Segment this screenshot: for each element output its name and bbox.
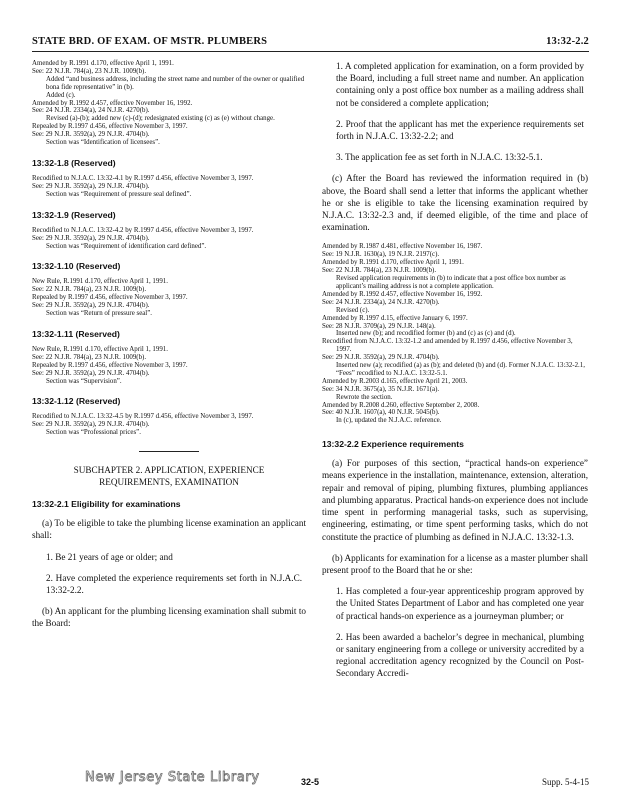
history-line: See: 29 N.J.R. 3592(a), 29 N.J.R. 4704(b). (32, 421, 150, 429)
history-note (32, 227, 306, 251)
history-line: Section was “Requirement of identification card defined”. (46, 242, 207, 250)
subchapter-line: REQUIREMENTS, EXAMINATION (99, 477, 239, 488)
history-note (32, 346, 306, 386)
history-line: See: 22 N.J.R. 784(a), 23 N.J.R. 1009(b). (32, 353, 147, 361)
history-line: In (c), updated the N.J.A.C. reference. (336, 417, 442, 425)
history-line: Amended by R.2003 d.165, effective April 21, 2003. (322, 377, 468, 385)
history-line: Amended by R.1992 d.457, effective November 16, 1992. (322, 290, 483, 298)
history-line: Section was “Supervision”. (46, 377, 122, 385)
history-line: See: 22 N.J.R. 784(a), 23 N.J.R. 1009(b). (322, 267, 437, 275)
history-line: Amended by R.1987 d.481, effective November 16, 1987. (322, 243, 483, 251)
history-line: See: 29 N.J.R. 3592(a), 29 N.J.R. 4704(b). (322, 354, 440, 362)
history-line: New Rule, R.1991 d.170, effective April 1, 1991. (32, 345, 168, 353)
section-heading: 13:32-2.1 Eligibility for examinations (32, 499, 181, 510)
list-item: 2. Have completed the experience requirements set forth in N.J.A.C. 13:32-2.2. (46, 572, 302, 595)
history-line: See: 24 N.J.R. 2334(a), 24 N.J.R. 4270(b). (322, 298, 440, 306)
history-line: See: 22 N.J.R. 784(a), 23 N.J.R. 1009(b). (32, 286, 147, 294)
history-line: See: 29 N.J.R. 3592(a), 29 N.J.R. 4704(b). (32, 302, 150, 310)
history-line: See: 29 N.J.R. 3592(a), 29 N.J.R. 4704(b). (32, 182, 150, 190)
right-column (322, 60, 588, 680)
history-line: See: 34 N.J.R. 3675(a), 35 N.J.R. 1671(a). (322, 385, 440, 393)
history-line: Amended by R.2008 d.260, effective September 2, 2008. (322, 401, 480, 409)
history-line: See: 22 N.J.R. 784(a), 23 N.J.R. 1009(b). (32, 67, 147, 75)
paragraph: (a) To be eligible to take the plumbing license examination an applicant shall: (32, 518, 306, 541)
page-number: 32-5 (301, 777, 320, 787)
history-line: Revised application requirements in (b) to indicate that a post office box number as applicant’s mailing address is not a complete application. (336, 275, 566, 290)
history-note (32, 278, 306, 318)
history-line: Repealed by R.1997 d.456, effective November 3, 1997. (32, 294, 188, 302)
paragraph: (b) Applicants for examination for a license as a master plumber shall present proof to the Board that he or she: (322, 552, 588, 575)
running-header (32, 36, 589, 52)
history-line: Section was “Identification of licensees”. (46, 139, 160, 147)
section-heading: 13:32-1.12 (Reserved) (32, 396, 121, 407)
history-line: See: 29 N.J.R. 3592(a), 29 N.J.R. 4704(b). (32, 131, 150, 139)
history-line: Recodified to N.J.A.C. 13:32-4.5 by R.1997 d.456, effective November 3, 1997. (32, 413, 254, 421)
paragraph: (a) For purposes of this section, “practical hands-on experience” means experience in the installation, maintenance, extension, alteration, repair and removal of piping, plumbing fixtures, plumbing appliances and plumbing apparatus. Practical hands-on experience does not include time spent in performing managerial tasks, such as supervising, engineering, estimating, or time spent performing tasks, which do not constitute the practice of plumbing as defined in N.J.A.C. 13:32-1.3. (322, 458, 588, 542)
list-item: 1. Has completed a four-year apprenticeship program approved by the United States Department of Labor and has completed one year of practical hands-on experience as a journeyman plumber; or (336, 586, 584, 621)
paragraph: (c) After the Board has reviewed the information required in (b) above, the Board shall send a letter that informs the applicant whether he or she is eligible to take the licensing examination required by N.J.A.C. 13:32-2.3 and, if deemed eligible, of the time and place of examination. (322, 173, 588, 233)
subchapter-title (32, 464, 306, 488)
list-item: 2. Has been awarded a bachelor’s degree in mechanical, plumbing or sanitary engineering from a college or university accredited by a regional accreditation agency recognized by the Council on Post-Secondary Accredi- (336, 631, 584, 679)
history-line: Amended by R.1991 d.170, effective April 1, 1991. (322, 259, 464, 267)
history-line: Inserted new (a); recodified (a) as (b); and deleted (b) and (d). Former N.J.A.C. 13:32-2.1, “Fees” recodified to N.J.A.C. 13:32-5.1. (336, 362, 585, 377)
history-line: Recodified to N.J.A.C. 13:32-4.2 by R.1997 d.456, effective November 3, 1997. (32, 226, 254, 234)
list-item: 1. Be 21 years of age or older; and (46, 551, 173, 562)
history-line: See: 28 N.J.R. 3709(a), 29 N.J.R. 148(a). (322, 322, 436, 330)
history-note (32, 413, 306, 437)
section-heading: 13:32-2.2 Experience requirements (322, 439, 464, 450)
history-line: Added “and business address, including the street name and number of the owner or qualified bona fide representative” in (b). (46, 75, 305, 91)
left-column (32, 60, 306, 630)
history-line: Amended by R.1991 d.170, effective April 1, 1991. (32, 60, 174, 67)
list-item: 1. A completed application for examination, on a form provided by the Board, including a full street name and number. An application containing only a post office box number as a mailing address shall not be considered a complete application; (336, 61, 584, 108)
section-heading: 13:32-1.11 (Reserved) (32, 328, 120, 339)
history-line: Recodified from N.J.A.C. 13:32-1.2 and amended by R.1997 d.456, effective November 3, 1997. (322, 338, 573, 354)
history-line: See: 29 N.J.R. 3592(a), 29 N.J.R. 4704(b). (32, 369, 150, 377)
history-line: Section was “Return of pressure seal”. (46, 310, 153, 318)
history-line: Recodified to N.J.A.C. 13:32-4.1 by R.1997 d.456, effective November 3, 1997. (32, 174, 254, 182)
history-line: See: 29 N.J.R. 3592(a), 29 N.J.R. 4704(b). (32, 234, 150, 242)
history-note (32, 175, 306, 199)
section-heading: 13:32-1.8 (Reserved) (32, 157, 116, 168)
library-watermark: New Jersey State Library (85, 770, 260, 785)
history-line: Repealed by R.1997 d.456, effective November 3, 1997. (32, 361, 188, 369)
history-line: Revised (a)-(b); added new (c)-(d); redesignated existing (c) as (e) without change. (46, 115, 275, 123)
paragraph: (b) An applicant for the plumbing licensing examination shall submit to the Board: (32, 606, 306, 629)
history-line: Amended by R.1997 d.15, effective January 6, 1997. (322, 314, 468, 322)
history-note (32, 60, 306, 147)
header-rule (32, 51, 589, 52)
history-line: New Rule, R.1991 d.170, effective April 1, 1991. (32, 278, 168, 286)
list-item: 2. Proof that the applicant has met the experience requirements set forth in N.J.A.C. 13:32-2.2; and (336, 118, 584, 142)
section-heading: 13:32-1.10 (Reserved) (32, 261, 121, 272)
history-note (322, 243, 588, 425)
header-section-number: 13:32-2.2 (546, 36, 589, 47)
header-title: STATE BRD. OF EXAM. OF MSTR. PLUMBERS (32, 36, 268, 47)
supplement-date: Supp. 5-4-15 (542, 777, 589, 787)
history-line: Rewrote the section. (336, 393, 393, 401)
history-line: See: 40 N.J.R. 1607(a), 40 N.J.R. 5045(b). (322, 409, 440, 417)
list-item: 3. The application fee as set forth in N.J.A.C. 13:32-5.1. (336, 152, 543, 163)
history-line: Amended by R.1992 d.457, effective November 16, 1992. (32, 99, 193, 107)
history-line: See: 24 N.J.R. 2334(a), 24 N.J.R. 4270(b). (32, 107, 150, 115)
history-line: Inserted new (b); and recodified former (b) and (c) as (c) and (d). (336, 330, 516, 338)
history-line: See: 19 N.J.R. 1630(a), 19 N.J.R. 2197(c). (322, 251, 440, 259)
history-line: Added (c). (46, 91, 76, 99)
section-heading: 13:32-1.9 (Reserved) (32, 209, 116, 220)
history-line: Revised (c). (336, 306, 370, 314)
history-line: Repealed by R.1997 d.456, effective November 3, 1997. (32, 123, 188, 131)
history-line: Section was “Requirement of pressure seal defined”. (46, 190, 192, 198)
subchapter-line: SUBCHAPTER 2. APPLICATION, EXPERIENCE (73, 465, 265, 476)
history-line: Section was “Professional prices”. (46, 429, 141, 437)
